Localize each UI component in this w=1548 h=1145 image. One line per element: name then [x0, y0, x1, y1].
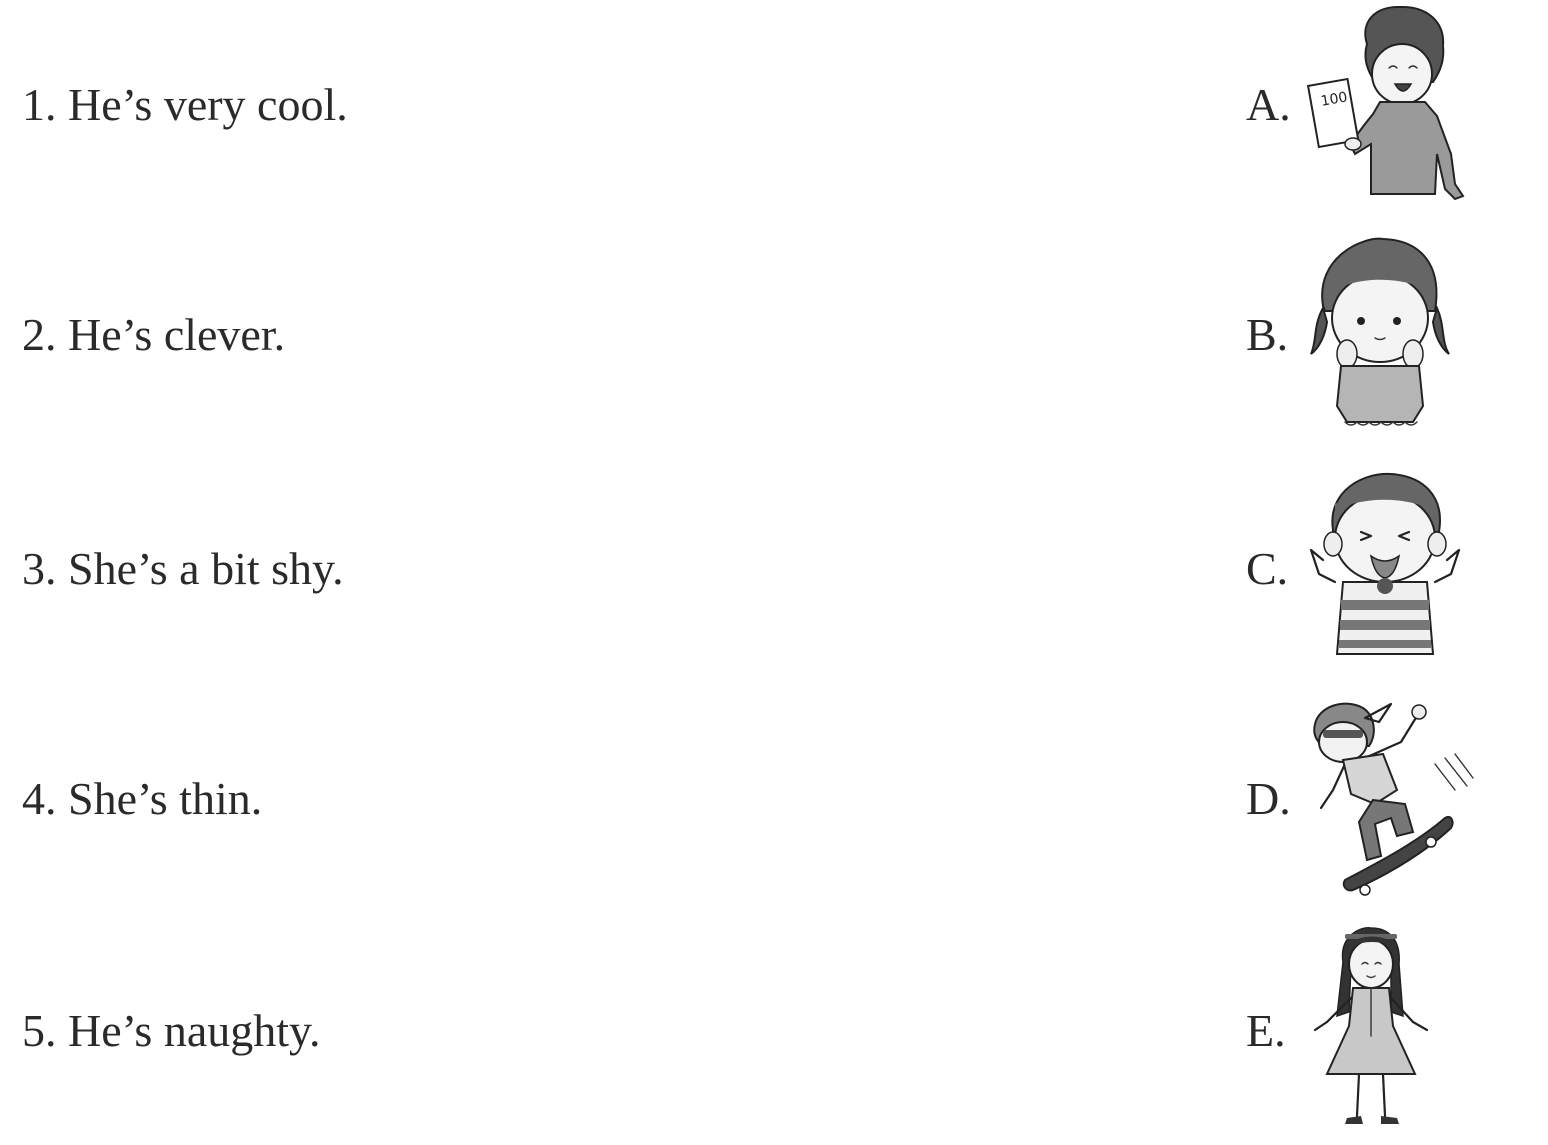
sentence-5	[22, 1005, 321, 1056]
paper-score-text: 100	[1319, 89, 1349, 110]
score-paper-icon	[1308, 79, 1358, 147]
picture-c-naughty-boy	[1305, 470, 1465, 665]
sentence-5-number: 5.	[22, 1005, 57, 1056]
picture-d-skateboarding-girl	[1305, 694, 1475, 899]
picture-e-thin-girl	[1305, 926, 1435, 1131]
sentence-3-text: She’s a bit shy.	[68, 543, 344, 594]
option-b-letter: B.	[1246, 309, 1289, 360]
sentence-1-text: He’s very cool.	[68, 79, 348, 130]
option-e-letter: E.	[1246, 1005, 1286, 1056]
sentence-1-number: 1.	[22, 79, 57, 130]
sentence-1	[22, 79, 348, 130]
sentence-3-number: 3.	[22, 543, 57, 594]
sentence-4	[22, 773, 263, 824]
option-c-letter: C.	[1246, 543, 1289, 594]
sentence-2-number: 2.	[22, 309, 57, 360]
sentence-2	[22, 309, 286, 360]
sentence-3	[22, 543, 344, 594]
picture-b-shy-girl	[1305, 236, 1455, 436]
option-d-letter: D.	[1246, 773, 1291, 824]
option-a-letter: A.	[1246, 79, 1291, 130]
sentence-5-text: He’s naughty.	[68, 1005, 321, 1056]
sentence-4-text: She’s thin.	[68, 773, 263, 824]
sentence-4-number: 4.	[22, 773, 57, 824]
picture-a-clever-boy	[1305, 4, 1475, 204]
sentence-2-text: He’s clever.	[68, 309, 286, 360]
